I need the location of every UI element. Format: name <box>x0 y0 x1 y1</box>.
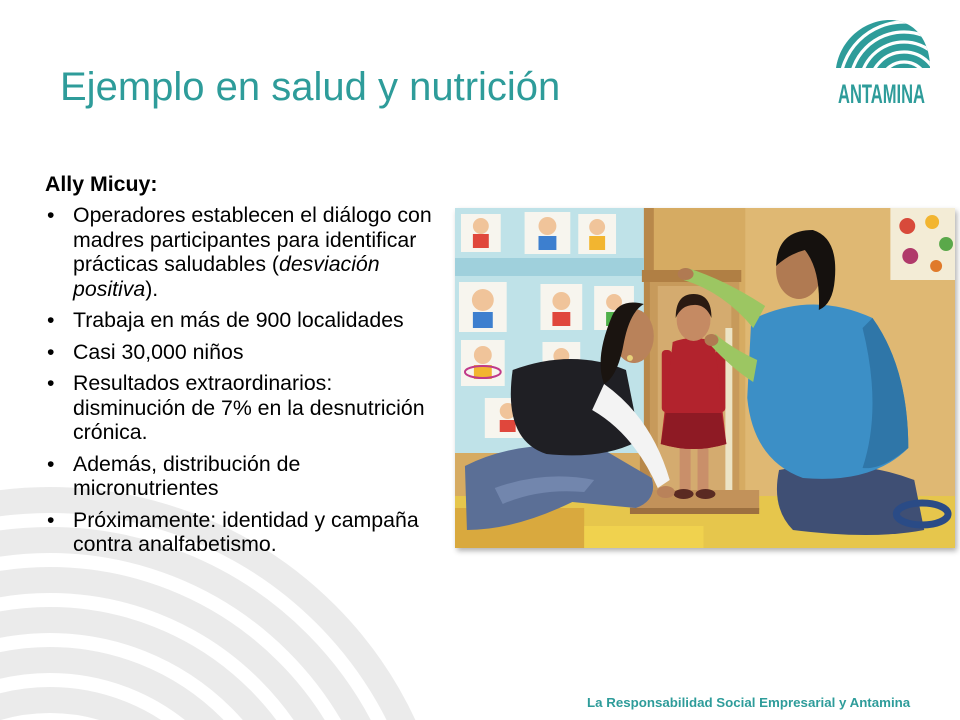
fruit <box>925 215 939 229</box>
bullet-text: Resultados extraordinarios: disminución de 7% en la desnutrición crónica. <box>73 371 425 444</box>
tile-body <box>473 234 489 248</box>
bullet-item <box>45 203 445 301</box>
poster-tile <box>461 340 505 386</box>
bullet-item <box>45 508 445 557</box>
bullet-text-part: ). <box>145 276 159 301</box>
tile-face <box>589 219 605 235</box>
bullet-dot: • <box>47 507 55 532</box>
tile-face <box>552 292 570 310</box>
tile-face <box>472 289 494 311</box>
tile-face <box>473 218 489 234</box>
hand <box>705 334 719 346</box>
board-base-edge <box>630 508 759 514</box>
section-heading: Ally Micuy: <box>45 172 158 196</box>
bullet-item <box>45 340 445 365</box>
bullet-dot: • <box>47 203 55 227</box>
tile-body <box>552 312 570 326</box>
bullet-dot: • <box>47 451 55 476</box>
poster-tile <box>525 212 571 254</box>
shoe <box>674 489 694 499</box>
photo-illustration <box>455 208 955 548</box>
poster-tile <box>459 282 507 332</box>
bullet-list <box>45 203 445 557</box>
fruit <box>902 248 918 264</box>
poster-tile <box>578 214 616 254</box>
bullet-dot: • <box>47 339 55 364</box>
tile-face <box>474 346 492 364</box>
dress-hem <box>661 413 727 449</box>
nutrition-photo <box>455 208 955 548</box>
bullet-text-part: Operadores establecen el diálogo con madres participantes para identificar prácticas saludables ( <box>73 203 432 276</box>
poster-tile <box>461 214 501 252</box>
bullet-item <box>45 308 445 333</box>
content-text-box <box>45 172 445 564</box>
fruit <box>930 260 942 272</box>
logo-wordmark: ANTAMINA <box>838 79 925 109</box>
bullet-text: Próximamente: identidad y campaña contra analfabetismo. <box>73 507 419 556</box>
floor-mat-light <box>584 526 703 548</box>
hand <box>657 486 675 498</box>
bullet-dot: • <box>47 308 55 332</box>
slide-title: Ejemplo en salud y nutrición <box>60 65 561 109</box>
tile-body <box>538 236 556 250</box>
tile-body <box>500 420 516 432</box>
tile-body <box>473 312 493 328</box>
fruit <box>899 218 915 234</box>
bullet-dot: • <box>47 371 55 395</box>
bullet-item <box>45 452 445 501</box>
poster-tile <box>540 284 582 330</box>
fruit <box>939 237 953 251</box>
earring <box>627 355 633 361</box>
bullet-text-italic: desviación positiva <box>73 252 380 301</box>
antamina-logo-icon <box>830 14 935 109</box>
bullet-text: Casi 30,000 niños <box>73 339 244 364</box>
fruit-poster <box>890 208 955 280</box>
footer-text: La Responsabilidad Social Empresarial y Antamina <box>587 695 911 710</box>
bullet-text <box>73 203 443 301</box>
shoe <box>696 489 716 499</box>
poster-band <box>455 258 644 276</box>
tile-body <box>589 236 605 250</box>
hand <box>678 268 694 280</box>
bullet-item <box>45 371 445 445</box>
bullet-text: Trabaja en más de 900 localidades <box>73 308 404 332</box>
bullet-text: Además, distribución de micronutrientes <box>73 451 301 500</box>
tile-face <box>538 217 556 235</box>
